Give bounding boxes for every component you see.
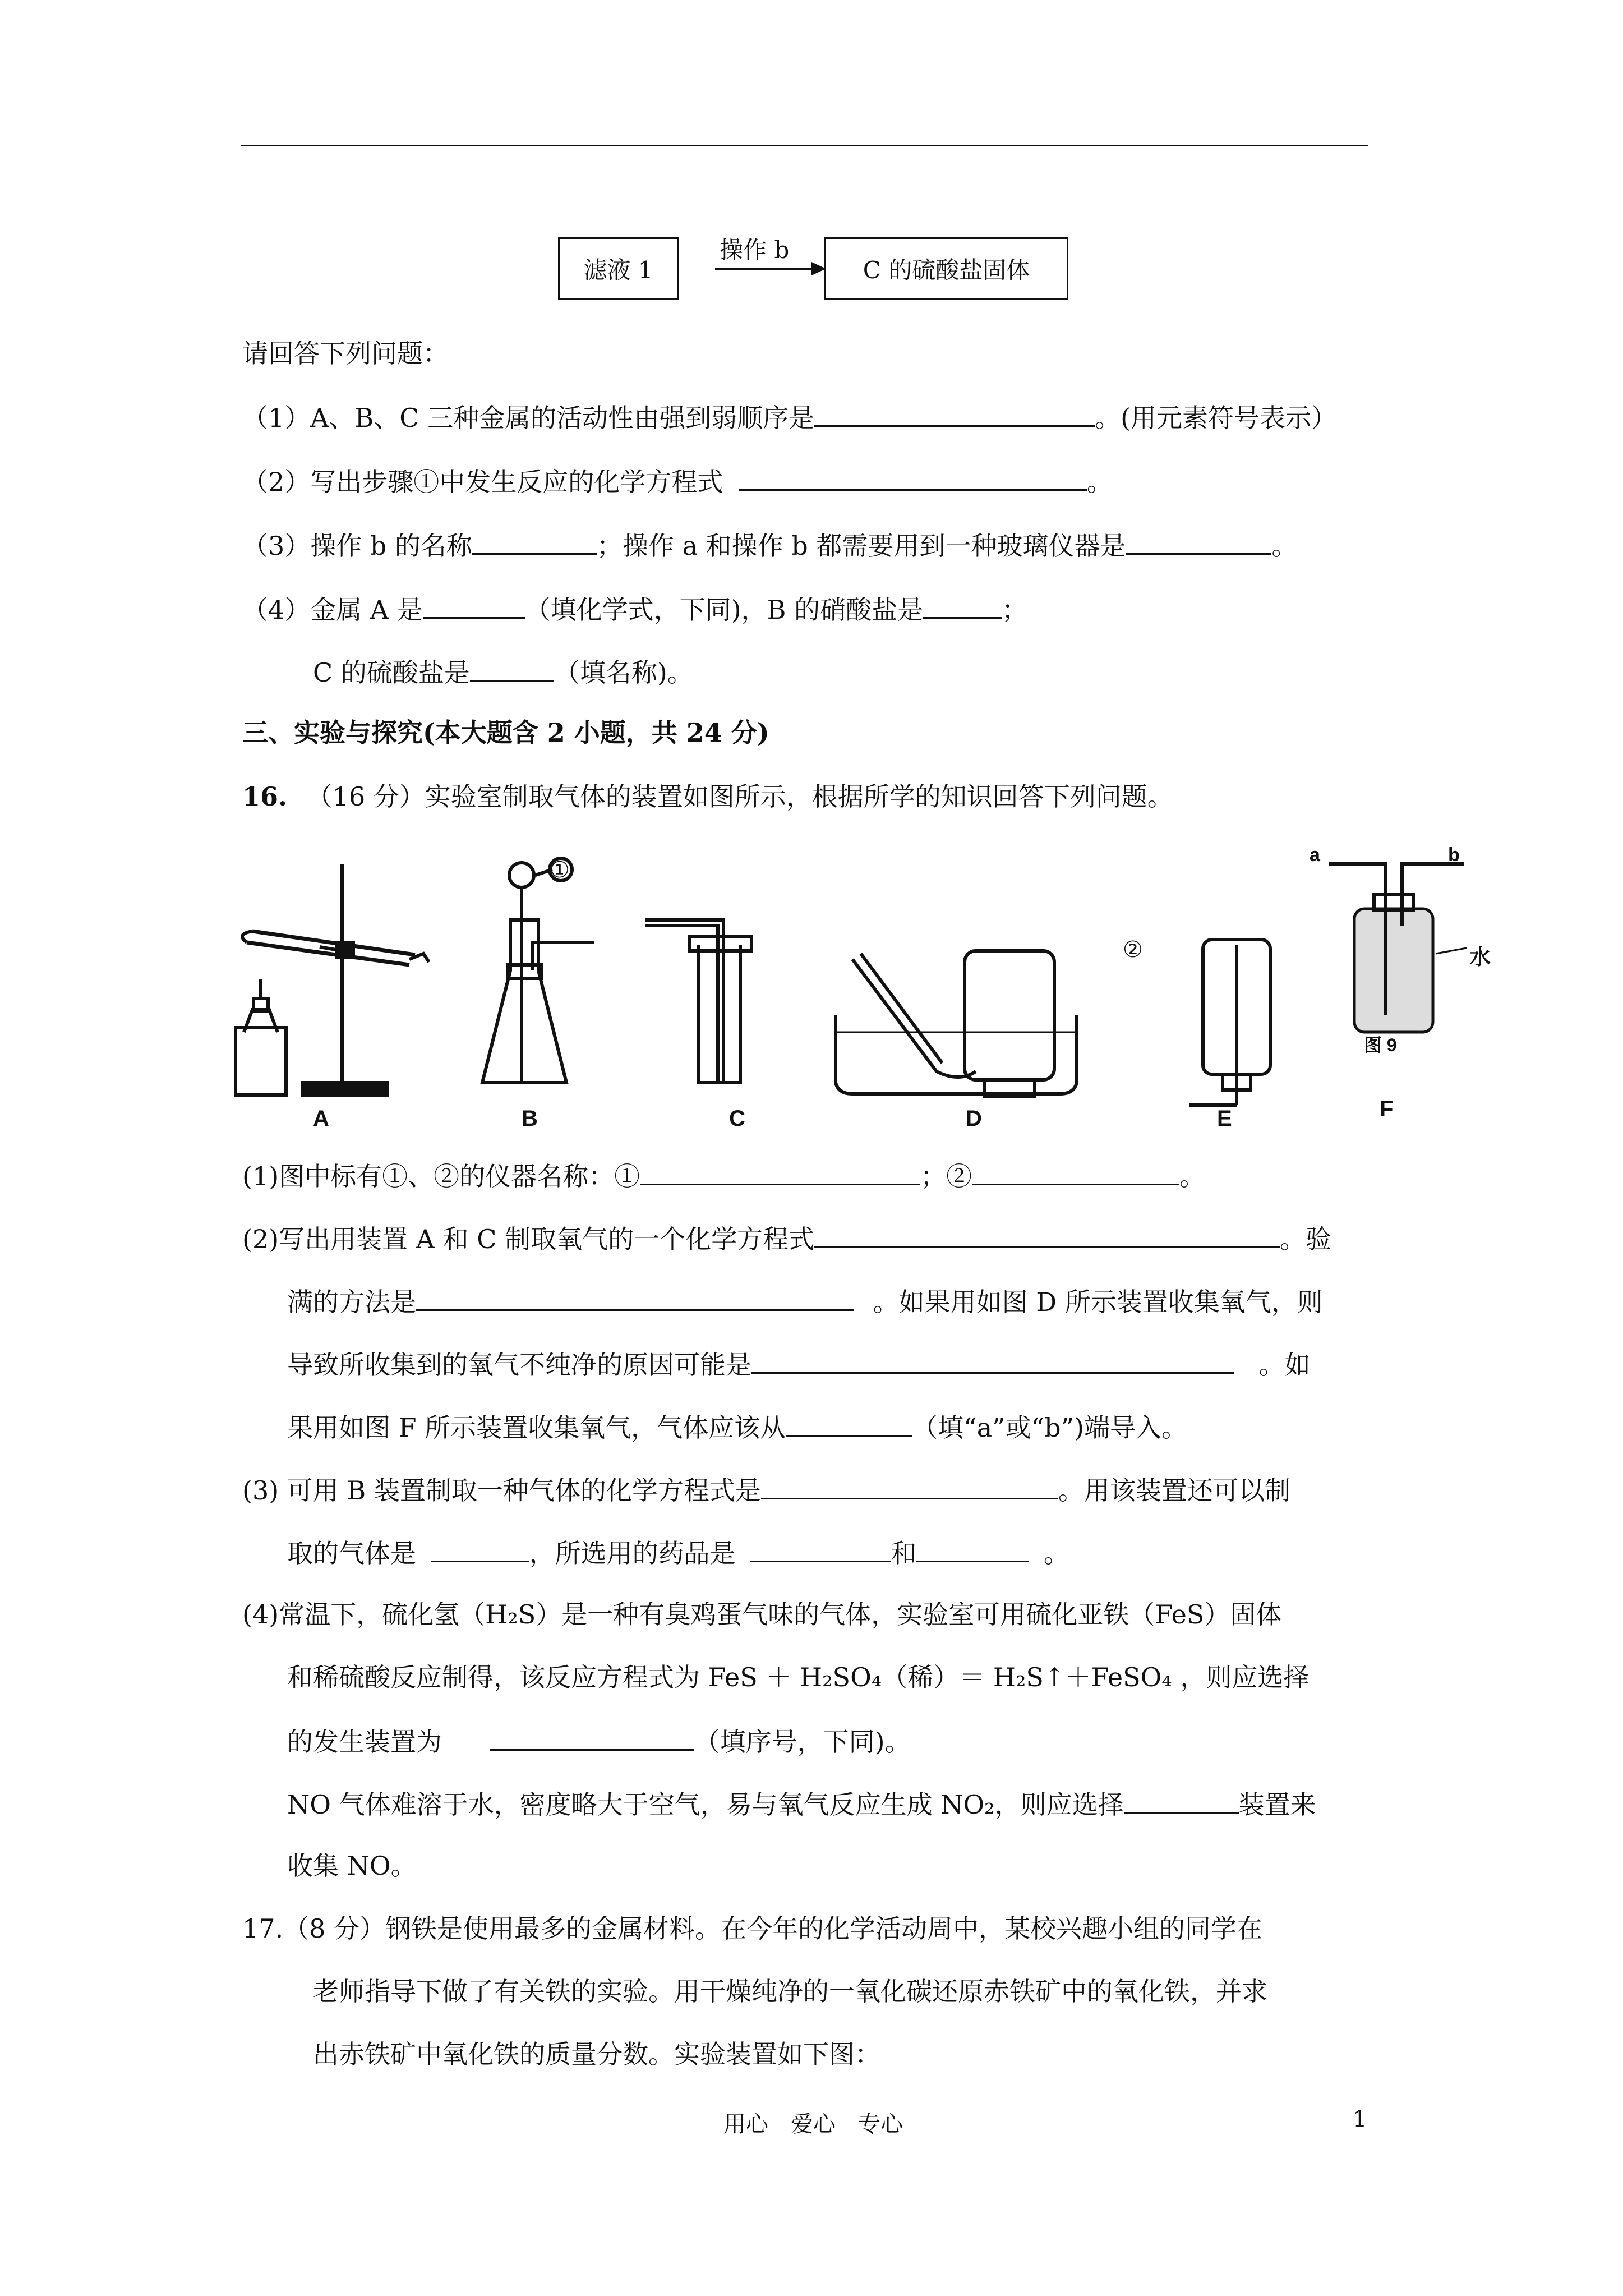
apparatus-label-c: C <box>729 1106 745 1131</box>
apparatus-d <box>836 951 1077 1097</box>
apparatus-label-d: D <box>966 1106 982 1131</box>
answer-blank[interactable] <box>1126 527 1271 555</box>
answer-blank[interactable] <box>916 1535 1029 1562</box>
answer-blank[interactable] <box>423 591 525 619</box>
q15-part4: （4）金属 A 是 （填化学式，下同)，B 的硝酸盐是 ； <box>242 591 1027 627</box>
q15-intro: 请回答下列问题： <box>242 338 449 369</box>
fig-f-port-a: a <box>1310 844 1320 866</box>
q16-part2-a: (2)写出用装置 A 和 C 制取氧气的一个化学方程式 。验 <box>242 1221 1331 1256</box>
answer-blank[interactable] <box>416 1283 854 1311</box>
apparatus-label-a: A <box>313 1106 329 1131</box>
q15-part2: （2）写出步骤①中发生反应的化学方程式 。 <box>242 463 1113 499</box>
fig-f-caption: 图 9 <box>1364 1035 1397 1055</box>
sulfate-solid-box <box>824 237 1068 300</box>
section-3-title: 三、实验与探究(本大题含 2 小题，共 24 分) <box>242 717 769 748</box>
answer-blank[interactable] <box>431 1535 529 1562</box>
answer-blank[interactable] <box>470 654 554 682</box>
q16-part1: (1)图中标有①、②的仪器名称：① ；② 。 <box>242 1158 1205 1193</box>
q17-line-3: 出赤铁矿中氧化铁的质量分数。实验装置如下图： <box>313 2039 880 2069</box>
apparatus-figure <box>230 847 1565 1139</box>
fig-f-port-b: b <box>1448 844 1460 866</box>
apparatus-a <box>236 864 429 1095</box>
filtrate-label: 滤液 1 <box>583 256 653 284</box>
q15-part1: （1）A、B、C 三种金属的活动性由强到弱顺序是 。(用元素符号表示） <box>242 399 1337 435</box>
answer-blank[interactable] <box>750 1535 891 1562</box>
apparatus-b <box>482 858 594 1083</box>
apparatus-label-f: F <box>1380 1097 1394 1121</box>
q16-part4-d: NO 气体难溶于水，密度略大于空气，易与氧气反应生成 NO₂，则应选择 装置来 <box>287 1786 1316 1821</box>
operation-b-label: 操作 b <box>720 236 790 264</box>
q16-part2-d: 果用如图 F 所示装置收集氧气，气体应该从 （填“a”或“b”)端导入。 <box>287 1409 1187 1444</box>
answer-blank[interactable] <box>1124 1786 1239 1814</box>
answer-blank[interactable] <box>472 527 597 555</box>
flow-arrow <box>715 261 827 278</box>
q16-part3-a: (3) 可用 B 装置制取一种气体的化学方程式是 。用该装置还可以制 <box>242 1472 1290 1507</box>
q16-part2-b: 满的方法是 。如果用如图 D 所示装置收集氧气，则 <box>287 1283 1323 1319</box>
filtrate-box <box>558 237 679 300</box>
q15-part3: （3）操作 b 的名称 ；操作 a 和操作 b 都需要用到一种玻璃仪器是 。 <box>242 527 1297 563</box>
page-number: 1 <box>1353 2106 1367 2132</box>
answer-blank[interactable] <box>739 463 1087 491</box>
marker-2: ② <box>1123 937 1143 962</box>
q16-part4-a: (4)常温下，硫化氢（H₂S）是一种有臭鸡蛋气味的气体，实验室可用硫化亚铁（FeS）固体 <box>242 1599 1282 1630</box>
q17-line-1: 17.（8 分）钢铁是使用最多的金属材料。在今年的化学活动周中，某校兴趣小组的同学在 <box>242 1913 1263 1944</box>
answer-blank[interactable] <box>814 399 1095 427</box>
q15-part4-cont: C 的硫酸盐是 （填名称)。 <box>313 654 693 689</box>
answer-blank[interactable] <box>640 1158 920 1185</box>
answer-blank[interactable] <box>751 1346 1234 1374</box>
q16-part4-c: 的发生装置为 （填序号，下同)。 <box>287 1723 911 1759</box>
answer-blank[interactable] <box>923 591 1002 619</box>
apparatus-label-e: E <box>1217 1106 1232 1131</box>
footer-motto: 用心 爱心 专心 <box>723 2111 903 2137</box>
q16-part2-c: 导致所收集到的氧气不纯净的原因可能是 。如 <box>287 1346 1311 1382</box>
answer-blank[interactable] <box>972 1158 1179 1185</box>
q16-part3-b: 取的气体是 ，所选用的药品是 和 。 <box>287 1535 1069 1570</box>
answer-blank[interactable] <box>490 1723 694 1751</box>
marker-1: ① <box>550 858 570 882</box>
apparatus-c <box>645 920 751 1083</box>
sulfate-solid-label: C 的硫酸盐固体 <box>863 256 1030 284</box>
q17-line-2: 老师指导下做了有关铁的实验。用干燥纯净的一氧化碳还原赤铁矿中的氧化铁，并求 <box>313 1976 1267 2007</box>
q16-stem: 16. （16 分）实验室制取气体的装置如图所示，根据所学的知识回答下列问题。 <box>242 781 1173 812</box>
answer-blank[interactable] <box>786 1409 912 1437</box>
header-rule <box>241 145 1368 146</box>
apparatus-label-b: B <box>522 1106 538 1131</box>
answer-blank[interactable] <box>814 1221 1280 1248</box>
answer-blank[interactable] <box>761 1472 1058 1499</box>
apparatus-e <box>1189 940 1270 1105</box>
fig-f-water: 水 <box>1469 946 1491 969</box>
apparatus-f <box>1329 864 1467 1032</box>
q16-part4-b: 和稀硫酸反应制得，该反应方程式为 FeS ＋ H₂SO₄（稀）＝ H₂S↑＋FeSO₄ ，则应选择 <box>287 1662 1310 1692</box>
q16-part4-e: 收集 NO。 <box>287 1851 417 1881</box>
